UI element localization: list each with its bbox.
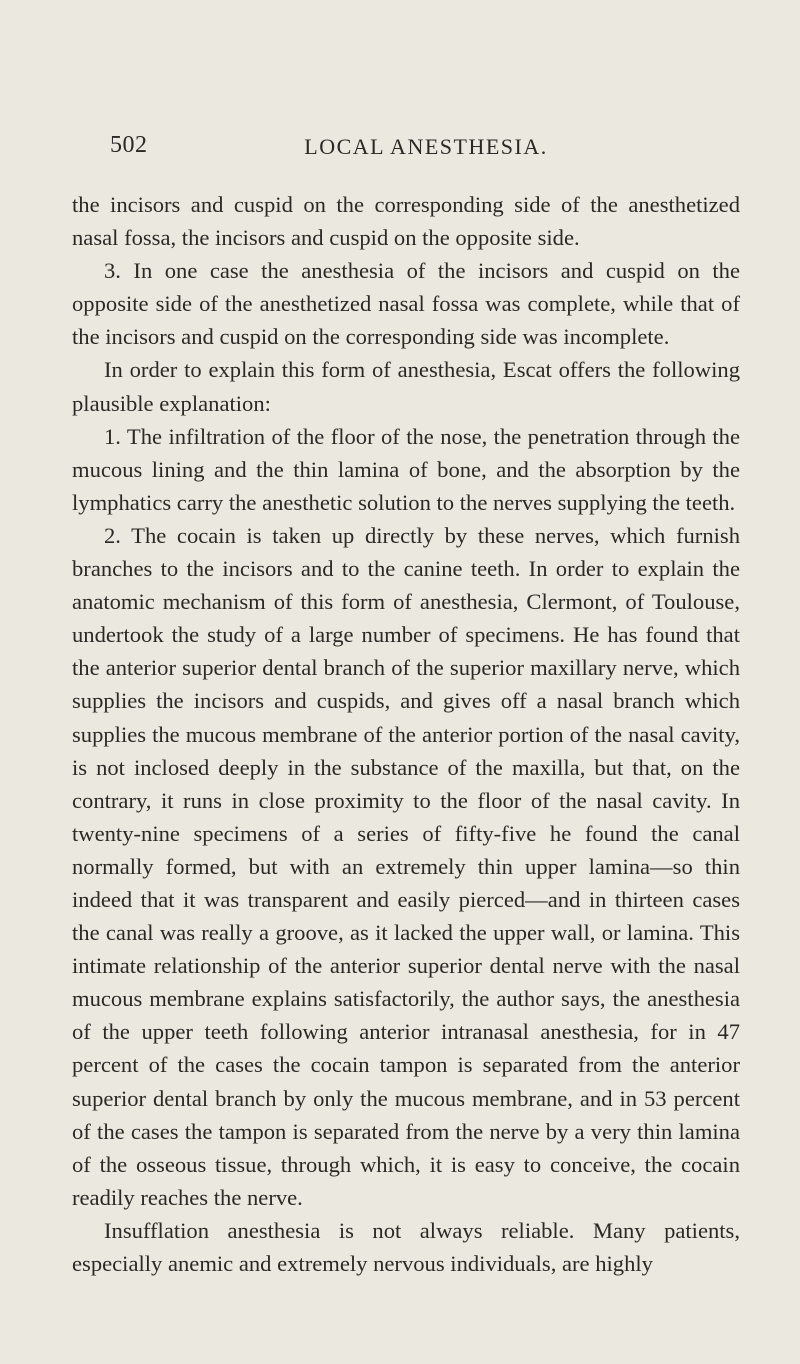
paragraph: the incisors and cuspid on the corresponding side of the anesthetized nasal fossa, the incisors and cuspid on the opposite side. [72, 192, 740, 251]
paragraph: In order to explain this form of anesthesia, Escat offers the following plausible explanation: [72, 357, 740, 416]
body-text [72, 188, 740, 1280]
paragraph: 1. The infiltration of the floor of the nose, the penetration through the mucous lining and the thin lamina of bone, and the absorption by the lymphatics carry the anesthetic solution to the nerves supplying the teeth. [72, 423, 740, 515]
paragraph: 3. In one case the anesthesia of the incisors and cuspid on the opposite side of the anesthetized nasal fossa was complete, while that of the incisors and cuspid on the corresponding side was incomplete. [72, 258, 740, 350]
paragraph: 2. The cocain is taken up directly by these nerves, which furnish branches to the incisors and to the canine teeth. In order to explain the anatomic mechanism of this form of anesthesia, Clermont, of Toulouse, undertook the study of a large number of specimens. He has found that the anterior superior dental branch of the superior maxillary nerve, which supplies the incisors and cuspids, and gives off a nasal branch which supplies the mucous membrane of the anterior portion of the nasal cavity, is not inclosed deeply in the substance of the maxilla, but that, on the contrary, it runs in close proximity to the floor of the nasal cavity. In twenty-nine specimens of a series of fifty-five he found the canal normally formed, but with an extremely thin upper lamina—so thin indeed that it was transparent and easily pierced—and in thirteen cases the canal was really a groove, as it lacked the upper wall, or lamina. This intimate relationship of the anterior superior dental nerve with the nasal mucous membrane explains satisfactorily, the author says, the anesthesia of the upper teeth following anterior intranasal anesthesia, for in 47 percent of the cases the cocain tampon is separated from the anterior superior dental branch by only the mucous membrane, and in 53 percent of the cases the tampon is separated from the nerve by a very thin lamina of the osseous tissue, through which, it is easy to conceive, the cocain readily reaches the nerve. [72, 522, 740, 1210]
page-header [72, 128, 740, 168]
running-head: LOCAL ANESTHESIA. [304, 134, 548, 159]
page-number: 502 [110, 132, 148, 158]
paragraph: Insufflation anesthesia is not always reliable. Many patients, especially anemic and extremely nervous individuals, are highly [72, 1217, 740, 1276]
